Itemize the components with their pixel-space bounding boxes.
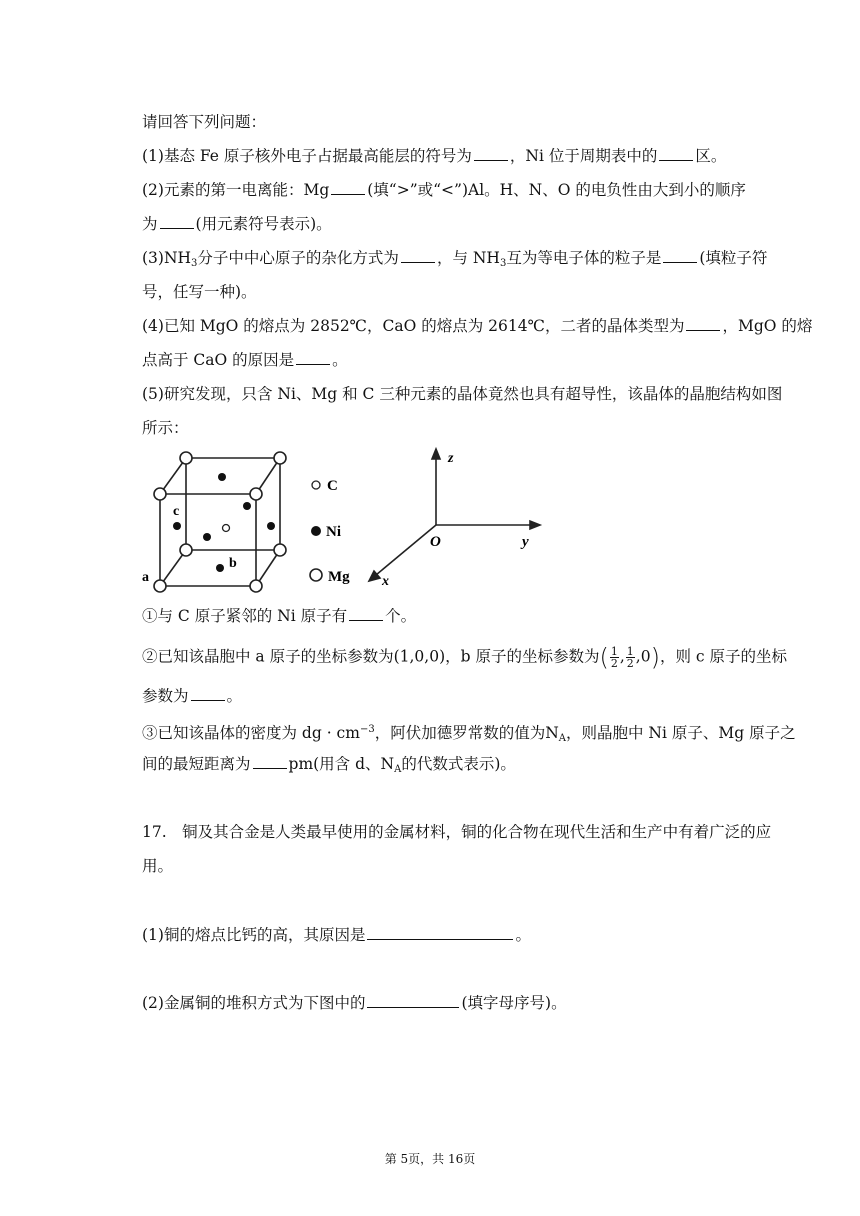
question-2-line1: (2)元素的第一电离能：Mg (填“>”或“<”)Al。H、N、O 的电负性由大到小的顺序	[142, 181, 746, 199]
answer-blank[interactable]	[401, 248, 435, 263]
label-b: b	[229, 556, 237, 571]
origin-label: O	[430, 534, 441, 550]
question-5-line2: 所示：	[142, 419, 189, 437]
ni-atom	[216, 564, 224, 572]
answer-blank[interactable]	[367, 993, 459, 1008]
sub-question-1: ①与 C 原子紧邻的 Ni 原子有 个。	[142, 607, 417, 625]
mg-atom	[274, 544, 286, 556]
fraction-half: $\frac{1}{2}$	[626, 645, 634, 670]
legend-ni-symbol	[311, 526, 321, 536]
ni-atom	[218, 473, 226, 481]
mg-atom	[180, 452, 192, 464]
label-c: c	[173, 504, 180, 519]
answer-blank[interactable]	[474, 146, 508, 161]
mg-atom	[250, 580, 262, 592]
question-17-line2: 用。	[142, 857, 174, 875]
question-2-line2: 为 (用元素符号表示)。	[142, 215, 332, 233]
answer-blank[interactable]	[253, 754, 287, 769]
legend-mg-label: Mg	[328, 569, 350, 585]
legend-c-symbol	[312, 481, 320, 489]
mg-atom	[250, 488, 262, 500]
answer-blank[interactable]	[296, 350, 330, 365]
ni-atom	[203, 533, 211, 541]
sub-question-2-line2: 参数为 。	[142, 687, 243, 705]
answer-blank[interactable]	[686, 316, 720, 331]
page-footer: 第 5页，共 16页	[384, 1152, 476, 1166]
answer-blank[interactable]	[349, 606, 383, 621]
sub-question-3-line2: 间的最短距离为 pm(用含 d、$N_A$的代数式表示)。	[142, 755, 516, 775]
question-17-part2: (2)金属铜的堆积方式为下图中的 (填字母序号)。	[142, 994, 567, 1012]
answer-blank[interactable]	[663, 248, 697, 263]
question-4-line1: (4)已知 MgO 的熔点为 2852℃，CaO 的熔点为 2614℃，二者的晶体类型为 ，MgO 的熔	[142, 317, 813, 335]
axes-figure	[360, 445, 550, 590]
question-3-line1: $(3)NH_3$分子中中心原子的杂化方式为 ，与 $NH_3$互为等电子体的粒子是 (填粒子符	[142, 249, 768, 269]
ni-atom	[267, 522, 275, 530]
mg-atom	[180, 544, 192, 556]
question-3-line2: 号，任写一种)。	[142, 283, 257, 301]
answer-blank[interactable]	[367, 925, 513, 940]
answer-blank[interactable]	[160, 214, 194, 229]
mg-atom	[154, 488, 166, 500]
sub-question-3-line1: ③已知该晶体的密度为 dg · $cm^{-3}$，阿伏加德罗常数的值为$N_A$，则晶胞中 Ni 原子、Mg 原子之	[142, 724, 796, 744]
axis-y-label: y	[522, 534, 529, 550]
question-17-line1: 17. 铜及其合金是人类最早使用的金属材料，铜的化合物在现代生活和生产中有着广泛的应	[142, 823, 772, 841]
question-1: (1)基态 Fe 原子核外电子占据最高能层的符号为 ，Ni 位于周期表中的 区。	[142, 147, 727, 165]
axis-z-label: z	[448, 451, 454, 466]
legend-mg-symbol	[310, 569, 322, 581]
label-a: a	[142, 570, 149, 585]
mg-atom	[154, 580, 166, 592]
intro-text: 请回答下列问题：	[142, 113, 267, 131]
answer-blank[interactable]	[331, 180, 365, 195]
answer-blank[interactable]	[659, 146, 693, 161]
ni-atom	[243, 502, 251, 510]
axis-x-label: x	[382, 574, 389, 589]
legend-c-label: C	[327, 478, 338, 494]
question-5-line1: (5)研究发现，只含 Ni、Mg 和 C 三种元素的晶体竟然也具有超导性，该晶体的晶胞结构如图	[142, 385, 783, 403]
c-atom	[223, 525, 230, 532]
ni-atom	[173, 522, 181, 530]
question-4-line2: 点高于 CaO 的原因是 。	[142, 351, 348, 369]
mg-atom	[274, 452, 286, 464]
answer-blank[interactable]	[191, 686, 225, 701]
fraction-half: $\frac{1}{2}$	[610, 645, 618, 670]
question-17-part1: (1)铜的熔点比钙的高，其原因是 。	[142, 926, 531, 944]
legend-ni-label: Ni	[326, 524, 341, 540]
sub-question-2-line1: ②已知该晶胞中 a 原子的坐标参数为(1,0,0)，b 原子的坐标参数为( $\frac{1}{2}$ , $\frac{1}{2}$ ,0)，则 c 原子的坐标	[142, 643, 788, 672]
